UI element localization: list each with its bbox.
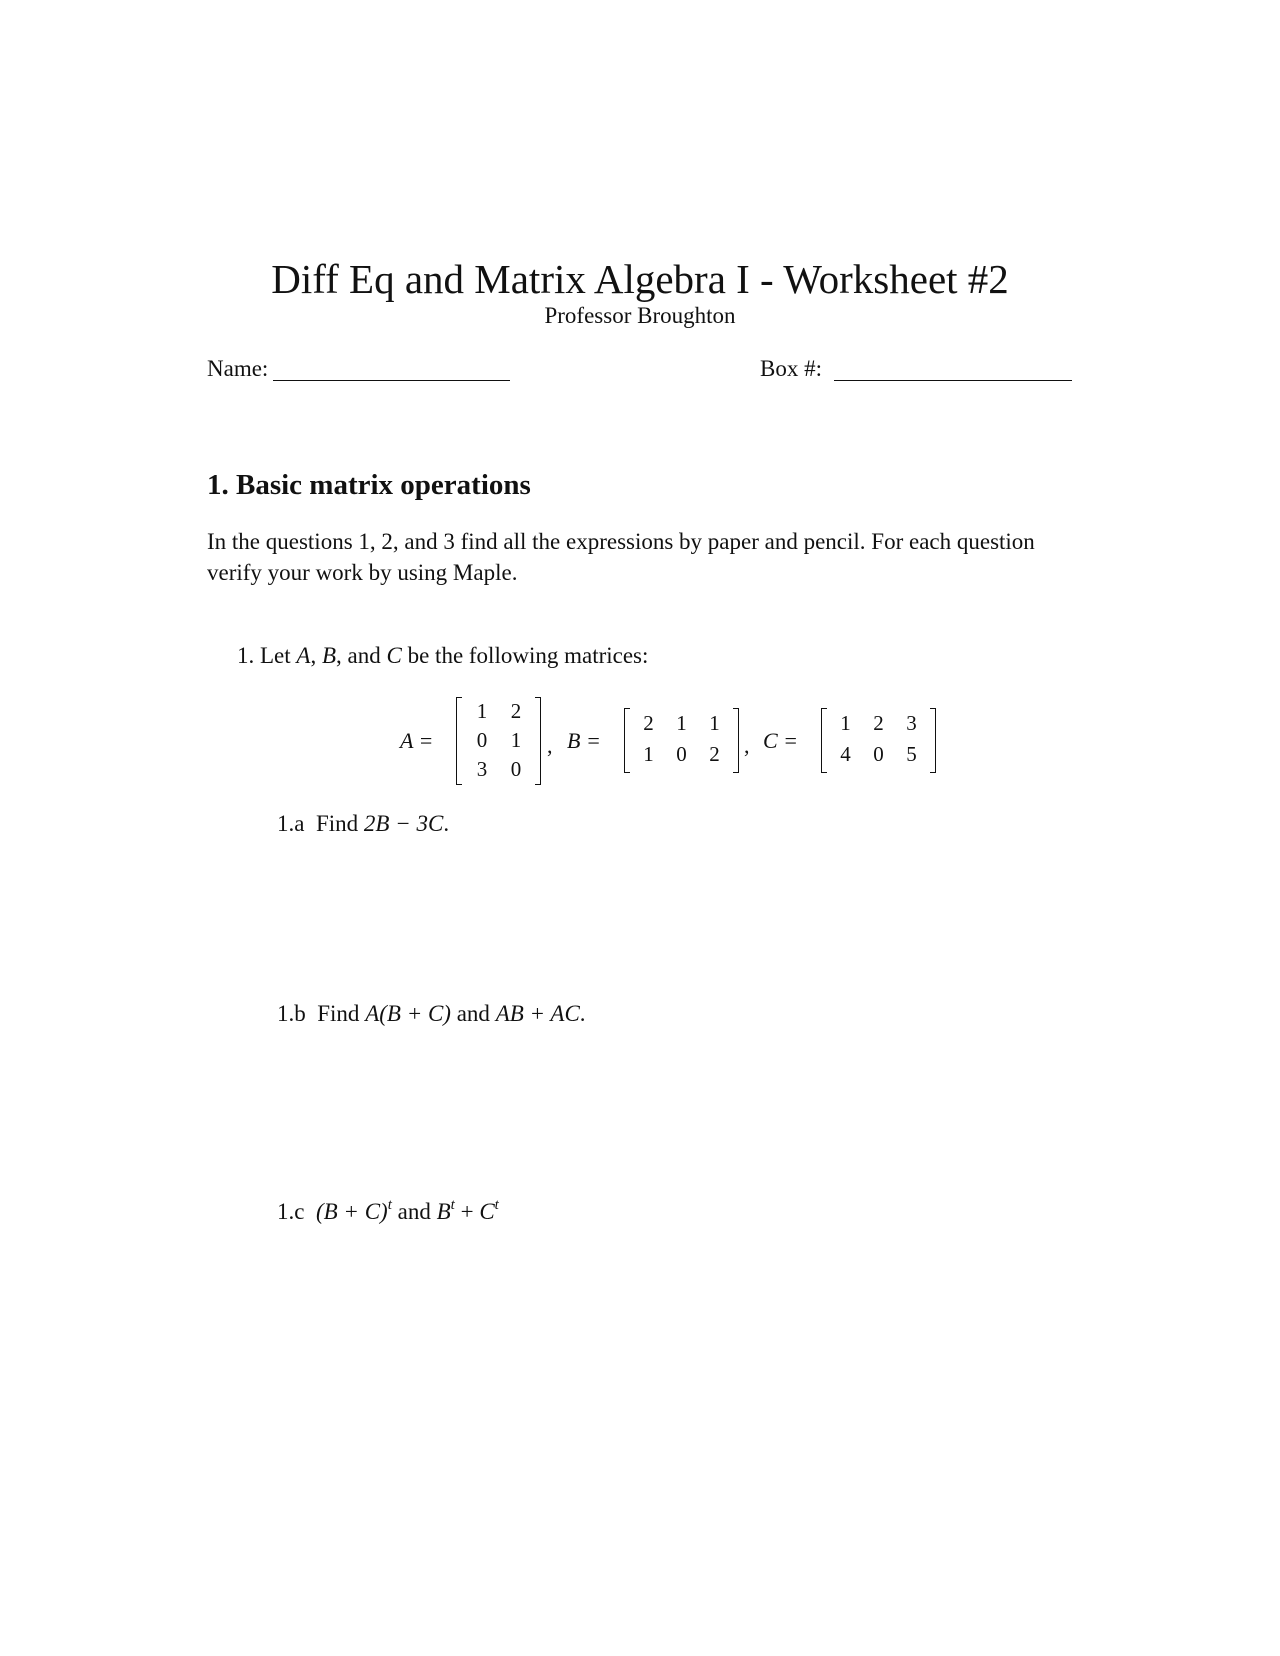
name-blank-line[interactable] (273, 380, 510, 381)
part-1b-expression-1: A(B + C) (365, 1001, 451, 1026)
part-1c-var-c: C (479, 1199, 495, 1224)
matrix-a-cell: 2 (510, 699, 522, 723)
matrix-b-cell: 1 (709, 711, 720, 735)
matrix-b-cell: 1 (643, 742, 654, 766)
matrix-c-label: C = (763, 728, 799, 753)
var-a: A (296, 643, 311, 668)
matrix-c-cell: 4 (840, 742, 851, 766)
part-1b-label: 1.b (277, 1001, 306, 1026)
part-1a-find: Find (315, 811, 359, 836)
separator-comma: , (547, 733, 553, 758)
matrix-b (632, 708, 731, 770)
matrix-b-label: B = (567, 728, 601, 753)
matrix-a-cell: 1 (476, 699, 488, 723)
part-1b-expression-2: AB + AC (495, 1001, 580, 1026)
matrix-c (829, 708, 928, 770)
matrix-a-left-bracket (456, 697, 462, 785)
section-heading: 1. Basic matrix operations (207, 469, 531, 501)
comma: , (310, 643, 317, 668)
part-1c-var-b: B (436, 1199, 451, 1224)
matrix-b-cell: 2 (643, 711, 654, 735)
matrix-a-right-bracket (535, 697, 541, 785)
part-1c-label: 1.c (277, 1199, 305, 1224)
question-1-rest: be the following matrices: (407, 643, 649, 668)
part-1b: 1.b Find A(B + C) and AB + AC. (277, 1001, 586, 1026)
matrix-b-left-bracket (624, 708, 630, 773)
part-1b-and: and (456, 1001, 490, 1026)
question-1 (237, 641, 648, 671)
matrix-b-cell: 2 (709, 742, 720, 766)
matrix-a (465, 697, 533, 784)
matrix-c-right-bracket (930, 708, 936, 773)
matrix-a-label: A = (400, 728, 434, 753)
question-1-let: Let (260, 643, 291, 668)
matrix-c-cell: 5 (906, 742, 917, 766)
matrix-c-cell: 2 (873, 711, 884, 735)
box-number-blank-line[interactable] (834, 380, 1072, 381)
separator-comma: , (744, 733, 750, 758)
part-1c-and: and (397, 1199, 431, 1224)
part-1c: 1.c $(B + C)^t$ and $B^t + C^t$ (277, 1197, 499, 1224)
matrix-c-cell: 1 (840, 711, 851, 735)
name-label: Name: (207, 356, 269, 381)
professor-name: Professor Broughton (544, 303, 736, 328)
part-1a: 1.a Find 2B − 3C. (277, 811, 450, 836)
var-b: B (321, 643, 337, 668)
part-1a-label: 1.a (277, 811, 305, 836)
box-number-label: Box #: (760, 356, 822, 381)
var-c: C (386, 643, 402, 668)
matrix-c-cell: 3 (906, 711, 917, 735)
section-intro: In the questions 1, 2, and 3 find all the expressions by paper and pencil. For each question verify your work by using Maple. (207, 529, 1035, 585)
matrix-a-cell: 3 (476, 757, 488, 781)
part-1c-expression-1: (B + C) (315, 1199, 388, 1224)
matrix-a-cell: 0 (476, 728, 488, 752)
matrix-c-cell: 0 (873, 742, 884, 766)
worksheet-title: Diff Eq and Matrix Algebra I - Worksheet #2 (271, 256, 1009, 302)
matrix-a-cell: 0 (510, 757, 522, 781)
and-text: , and (336, 643, 381, 668)
matrix-a-cell: 1 (510, 728, 522, 752)
matrix-b-cell: 1 (676, 711, 687, 735)
matrix-c-left-bracket (821, 708, 827, 773)
matrix-b-right-bracket (733, 708, 739, 773)
matrix-b-cell: 0 (676, 742, 687, 766)
question-1-number: 1. (237, 643, 255, 668)
part-1a-expression: 2B − 3C (363, 811, 444, 836)
part-1b-find: Find (317, 1001, 360, 1026)
